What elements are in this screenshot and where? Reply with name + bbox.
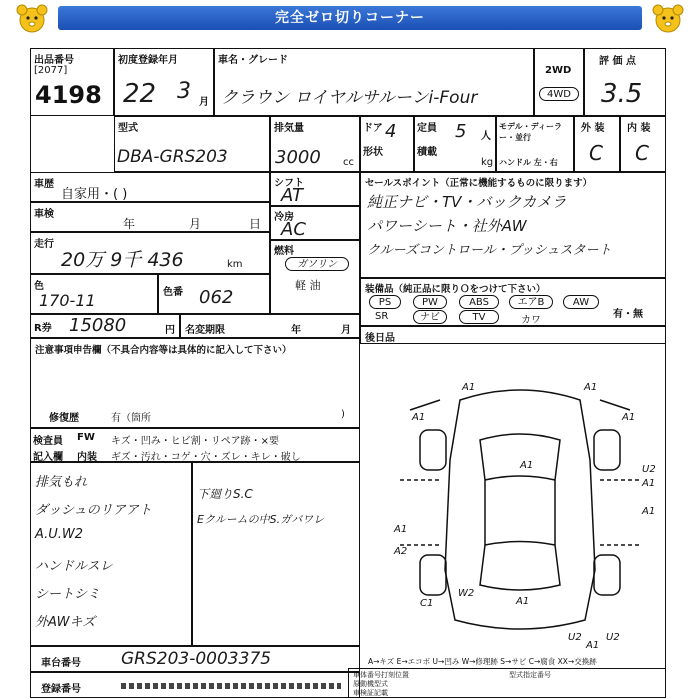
ac-value: AC [281,219,306,240]
door-cell [360,116,414,172]
sales-line: パワーシート・社外AW [367,217,527,235]
repair-label: 修復歴 [49,413,79,424]
equip-item: PS [369,295,401,309]
bear-mascot-icon [650,2,686,36]
model-cell [114,116,270,172]
shaken-month: 月 [189,217,202,231]
inspector-note: 排気もれ [35,475,88,490]
damage-mark: U2 [606,632,620,643]
door-value: 4 [385,121,397,142]
damage-mark: A1 [412,412,426,423]
fuel-value: ガソリン [285,257,349,271]
shaken-label: 車検 [34,209,54,220]
banner-title: 完全ゼロ切りコーナー [275,10,425,26]
chassis-cell [30,646,360,672]
yes-no: 有・無 [613,309,643,320]
inspector-row2: ギズ・汚れ・コゲ・穴・ズレ・キレ・破し [111,452,301,463]
damage-mark: A1 [586,640,600,651]
damage-mark: A2 [394,546,408,557]
inspector-note: シートシミ [35,587,101,602]
inspector-notes [30,462,360,646]
damage-mark: A1 [642,506,656,517]
model-label: 型式 [118,123,138,134]
sales-point-box [360,172,666,278]
inspector-note: 外AWキズ [35,615,96,630]
chassis-value: GRS203-0003375 [121,649,272,669]
equipment-title: 装備品（純正品に限りＯをつけて下さい） [365,284,546,295]
name-cell [214,48,534,116]
inspector-interior: 内装 [77,452,97,463]
inspector-box [30,428,360,462]
reg-side: 型式指定番号 [509,671,551,679]
equip-item: ナビ [413,310,447,324]
model-value: DBA-GRS203 [117,147,228,167]
first-reg-unit: 月 [199,97,209,108]
kg-unit: kg [481,157,494,168]
back-date-cell [360,326,666,344]
damage-mark: A1 [642,478,656,489]
cc-unit: cc [343,157,354,168]
usage-cell [30,172,270,202]
notes-box: 注意事項申告欄（不具合内容等は具体的に記入して下さい） 修復歴 有（箇所 ) [30,338,360,428]
drive-4wd: 4WD [539,87,579,101]
shaken-cell [30,202,270,232]
damage-mark: A1 [584,382,598,393]
name-change-unit: 年 [291,325,301,336]
exterior-cell [574,116,620,172]
recycle-unit: 円 [165,325,175,336]
reg-side: 車検証記載 [353,689,388,697]
name-value: クラウン ロイヤルサルーンi-Four [221,88,478,108]
recycle-value: 15080 [69,315,127,336]
color-cell [30,274,158,314]
usage-label: 車歴 [34,179,54,190]
inspector-note: 下廻りS.C [197,487,253,501]
capacity-cell [414,116,496,172]
name-change-cell [180,314,360,338]
repair-value: 有（箇所 [111,413,151,424]
equip-item: AW [563,295,599,309]
mileage-value: 20万 9千 436 [61,249,184,271]
interior-value: C [635,141,649,165]
notes-title: 注意事項申告欄（不具合内容等は具体的に記入して下さい） [35,345,292,356]
capacity-unit: 人 [481,131,491,142]
ac-label: 冷房 [274,212,294,223]
sales-title: セールスポイント（正常に機能するものに限ります） [365,178,593,189]
shift-label: シフト [274,178,304,189]
grade-value: 3.5 [601,79,643,109]
km-unit: km [227,259,243,270]
displacement-value: 3000 [275,147,321,168]
reg-side: 車体番号打刻位置 [353,671,409,679]
equip-item: TV [459,310,499,324]
damage-mark: A1 [516,596,530,607]
damage-legend: A→キズ E→エコボ U→凹み W→修理跡 S→サビ C→腐食 XX→交換跡 [368,657,597,666]
mileage-cell [30,232,270,274]
damage-mark: U2 [642,464,656,475]
name-label: 車名・グレード [218,55,288,66]
shape-label: 形状 [363,147,383,158]
inspector-note: ダッシュのリアアト [35,503,152,518]
shift-value: AT [281,185,303,206]
inspector-row1: キズ・凹み・ヒビ割・リペア跡・×要 [111,436,279,447]
interior-cell [620,116,666,172]
reg-side-box [348,668,666,698]
first-reg-label: 初度登録年月 [118,55,178,66]
handle-label: ハンドル 左・右 [499,158,558,167]
reg-side: 原動機型式 [353,680,388,688]
equip-item: SR [375,311,389,322]
back-date-label: 後日品 [365,333,395,344]
inspector-label: 検査員 [33,436,63,447]
recycle-cell [30,314,180,338]
fuel-cell [270,240,360,314]
displacement-label: 排気量 [274,123,304,134]
drive-2wd: 2WD [545,65,572,76]
first-reg-cell [114,48,214,116]
damage-mark: A1 [622,412,636,423]
equip-item: PW [413,295,447,309]
inspector-note: Eクルームの中S.ガバワレ [197,513,325,526]
equipment-box [360,278,666,326]
recycle-label: R券 [34,323,52,334]
reg-cell [30,672,360,698]
usage-value: 自家用・( ) [61,187,128,202]
displacement-cell [270,116,360,172]
first-reg-month: 3 [177,79,191,104]
lot-number: 4198 [35,81,102,109]
load-label: 積載 [417,147,437,158]
reg-scribble [121,683,341,689]
bear-mascot-icon [14,2,50,36]
lot-sub: [2077] [34,65,68,76]
reg-label: 登録番号 [41,684,81,695]
shaken-day: 日 [249,217,262,231]
damage-mark: C1 [420,598,434,609]
dealer-cell [496,116,574,172]
fuel-sub: 軽 油 [295,279,321,292]
first-reg-year: 22 [123,79,157,109]
color-label: 色 [34,281,44,292]
inspector-note: A.U.W2 [35,527,84,542]
equip-item: ABS [459,295,499,309]
capacity-value: 5 [455,121,467,142]
model-dealer-label: モデル・ディーラー・並行 [499,122,562,142]
sales-line: クルーズコントロール・プッシュスタート [367,243,612,258]
exterior-value: C [589,141,603,165]
equip-item: カワ [521,315,541,326]
color-no-cell [158,274,270,314]
damage-mark: W2 [458,588,475,599]
damage-mark: A1 [394,524,408,535]
banner [0,0,700,36]
damage-mark: A1 [462,382,476,393]
ac-cell [270,206,360,240]
door-label: ドア [363,123,383,134]
lot-cell [30,48,114,116]
inspector-fw: FW [77,432,95,443]
mileage-label: 走行 [34,239,54,250]
damage-mark: U2 [568,632,582,643]
capacity-label: 定員 [417,123,437,134]
color-no-label: 色番 [163,287,183,298]
fuel-label: 燃料 [274,246,294,257]
color-value: 170-11 [39,291,96,310]
chassis-label: 車台番号 [41,658,81,669]
inspector-note: ハンドルスレ [35,559,113,574]
color-no-value: 062 [199,287,234,308]
drive-cell [534,48,584,116]
sales-line: 純正ナビ・TV・バックカメラ [367,193,567,211]
inspector-label: 記入欄 [33,452,63,463]
shaken-year: 年 [123,217,136,231]
grade-label: 評 価 点 [599,56,636,67]
exterior-label: 外 装 [581,123,605,134]
grade-cell [584,48,666,116]
banner-bar [58,6,642,30]
equip-item: エアB [509,295,553,309]
name-change-month: 月 [341,325,351,336]
name-change-label: 名変期限 [185,325,225,336]
shift-cell [270,172,360,206]
damage-mark: A1 [520,460,534,471]
interior-label: 内 装 [627,123,651,134]
lot-label: 出品番号 [34,55,74,66]
